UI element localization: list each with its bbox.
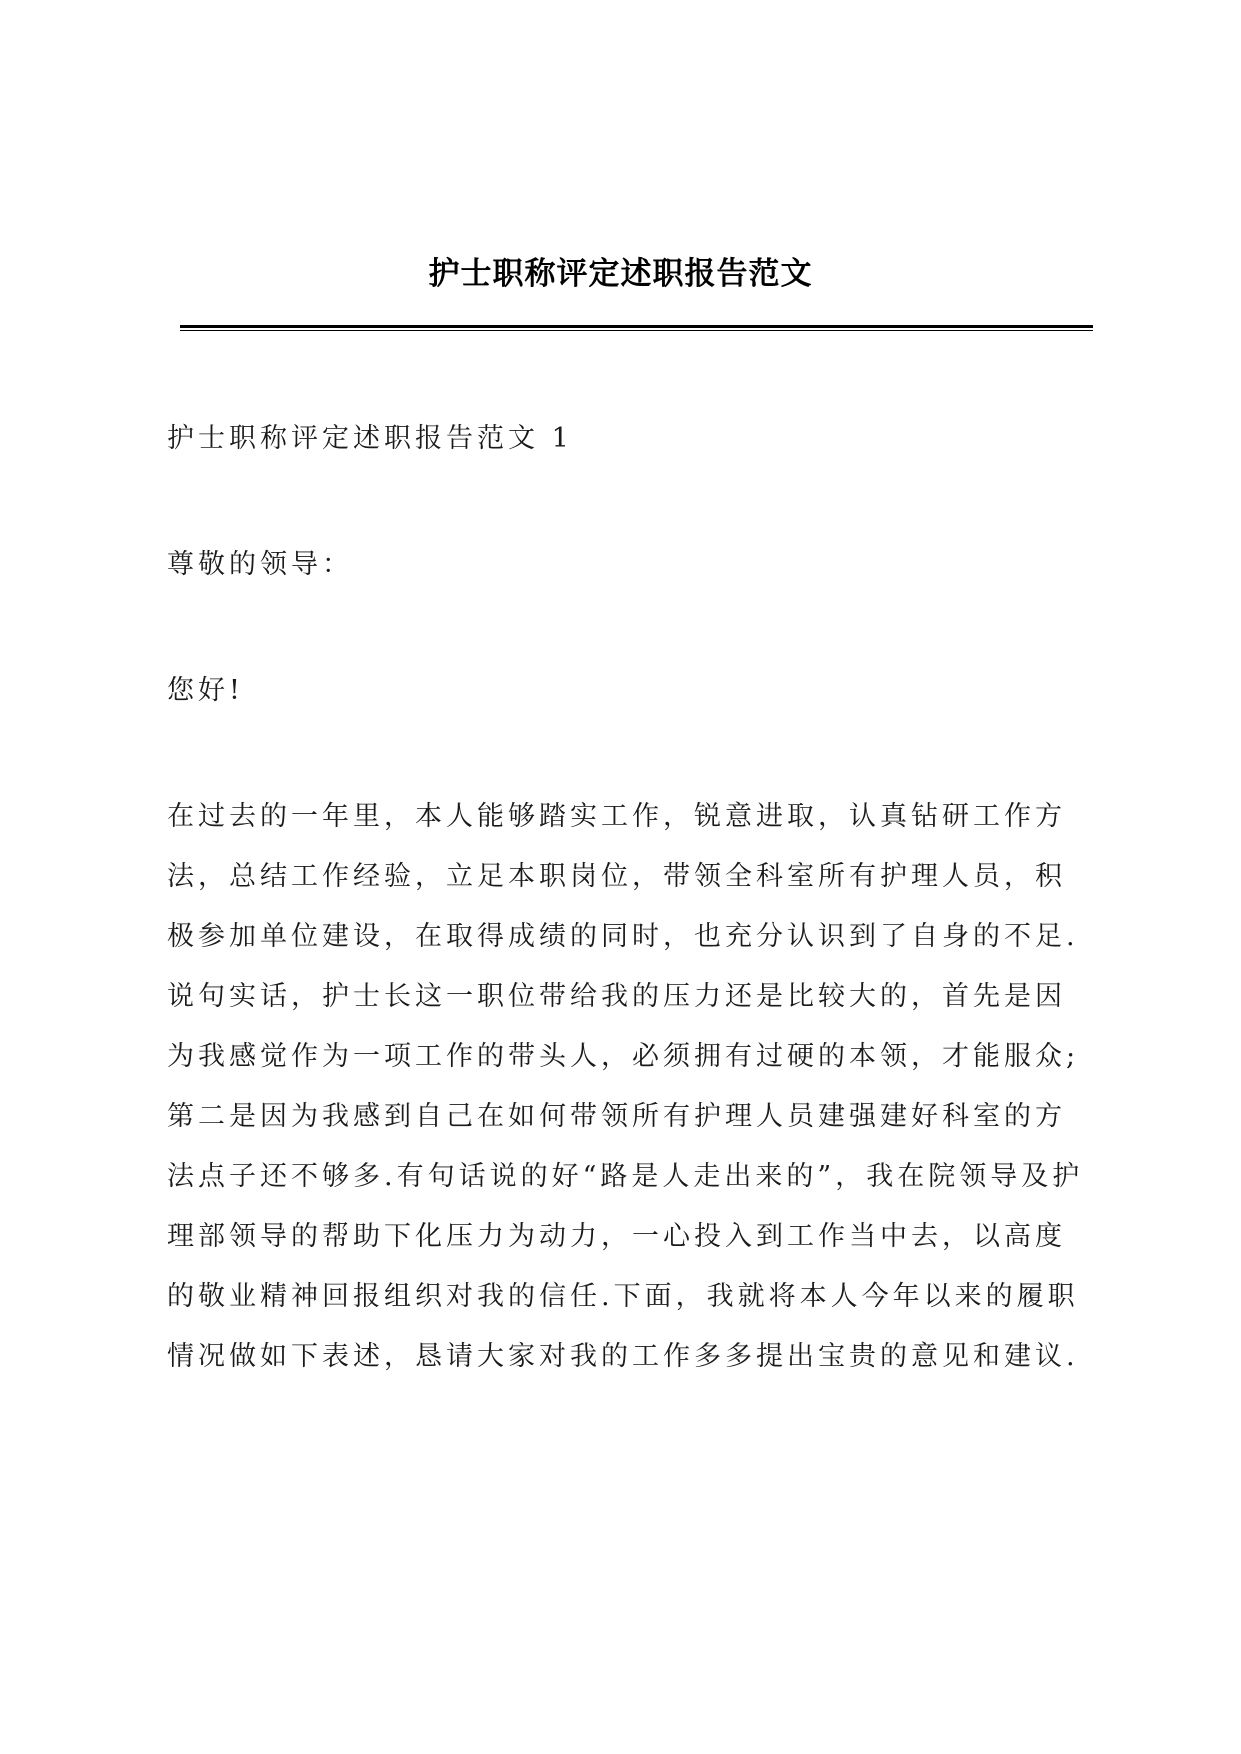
document-body xyxy=(167,418,1087,1387)
body-paragraph: 在过去的一年里，本人能够踏实工作，锐意进取，认真钻研工作方法，总结工作经验，立足本职岗位，带领全科室所有护理人员，积极参加单位建设，在取得成绩的同时，也充分认识到了自身的不足.说句实话，护士长这一职位带给我的压力还是比较大的，首先是因为我感觉作为一项工作的带头人，必须拥有过硬的本领，才能服众;第二是因为我感到自己在如何带领所有护理人员建强建好科室的方法点子还不够多.有句话说的好“路是人走出来的”，我在院领导及护理部领导的帮助下化压力为动力，一心投入到工作当中去，以高度的敬业精神回报组织对我的信任.下面，我就将本人今年以来的履职情况做如下表述，恳请大家对我的工作多多提出宝贵的意见和建议. xyxy=(167,801,1084,1372)
section-heading: 护士职称评定述职报告范文 1 xyxy=(167,423,573,454)
document-title: 护士职称评定述职报告范文 xyxy=(428,256,813,292)
greeting: 您好! xyxy=(167,675,244,706)
title-double-rule xyxy=(180,325,1093,331)
salutation: 尊敬的领导： xyxy=(167,549,353,580)
